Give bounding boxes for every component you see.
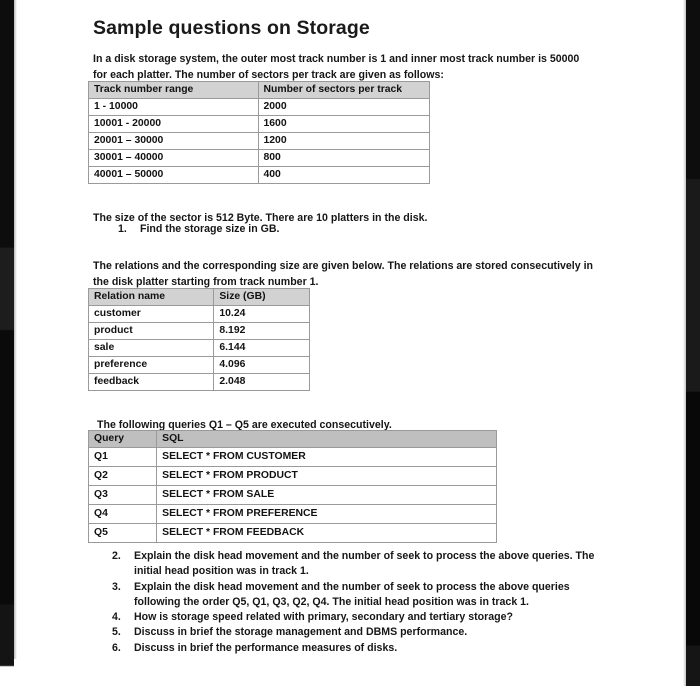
table-row	[89, 448, 497, 467]
cell-sql: SELECT * FROM PRODUCT	[157, 467, 497, 486]
list-item-number: 2.	[112, 550, 121, 562]
table-row	[89, 116, 430, 133]
cell-size: 4.096	[214, 357, 310, 374]
queries-paragraph: The following queries Q1 – Q5 are executed consecutively.	[97, 418, 392, 431]
table-row	[89, 505, 497, 524]
question-item-1	[118, 223, 280, 235]
list-item-number: 6.	[112, 641, 121, 654]
table-row	[89, 133, 430, 150]
column-header-size: Size (GB)	[214, 289, 310, 306]
column-header-sectors: Number of sectors per track	[258, 82, 430, 99]
table-row	[89, 357, 310, 374]
list-item-text: How is storage speed related with primary, secondary and tertiary storage?	[134, 611, 513, 624]
cell-size: 8.192	[214, 323, 310, 340]
cell-track-range: 20001 – 30000	[89, 133, 259, 150]
table-row	[89, 167, 430, 184]
task-question-list	[112, 549, 612, 656]
cell-track-range: 30001 – 40000	[89, 150, 259, 167]
cell-query-id: Q2	[89, 467, 157, 486]
table-header-row	[89, 289, 310, 306]
relations-paragraph: The relations and the corresponding size are given below. The relations are stored consecutively in the disk platter starting from track number 1.	[93, 259, 594, 288]
cell-size: 10.24	[214, 306, 310, 323]
column-header-relation-name: Relation name	[89, 289, 214, 306]
cell-sectors: 2000	[258, 99, 430, 116]
cell-sectors: 800	[258, 150, 430, 167]
table-row	[89, 524, 497, 543]
intro-paragraph: In a disk storage system, the outer most track number is 1 and inner most track number is 50000 for each platter. The number of sectors per track are given as follows:	[93, 52, 580, 81]
relation-size-table	[88, 288, 310, 391]
cell-sectors: 1200	[258, 133, 430, 150]
cell-sectors: 1600	[258, 116, 430, 133]
cell-relation-name: sale	[89, 340, 214, 357]
cell-size: 2.048	[214, 374, 310, 391]
cell-query-id: Q3	[89, 486, 157, 505]
cell-query-id: Q1	[89, 448, 157, 467]
column-header-sql: SQL	[157, 431, 497, 448]
cell-relation-name: product	[89, 323, 214, 340]
cell-track-range: 10001 - 20000	[89, 116, 259, 133]
page-edge-highlight-right	[683, 0, 686, 686]
table-header-row	[89, 431, 497, 448]
question-text: Find the storage size in GB.	[140, 223, 280, 235]
table-header-row	[89, 82, 430, 99]
cell-relation-name: customer	[89, 306, 214, 323]
list-item	[112, 549, 612, 580]
cell-sectors: 400	[258, 167, 430, 184]
list-item	[112, 625, 612, 640]
table-row	[89, 374, 310, 391]
cell-sql: SELECT * FROM FEEDBACK	[157, 524, 497, 543]
list-item-text: Explain the disk head movement and the number of seek to process the above queries following the order Q5, Q1, Q3, Q2, Q4. The initial head position was in track 1.	[134, 580, 570, 608]
cell-track-range: 40001 – 50000	[89, 167, 259, 184]
table-row	[89, 340, 310, 357]
table-row	[89, 486, 497, 505]
sector-size-paragraph: The size of the sector is 512 Byte. There are 10 platters in the disk.	[93, 211, 428, 224]
page-edge-highlight-left	[14, 0, 17, 659]
list-item-number: 5.	[112, 626, 121, 639]
question-number: 1.	[118, 223, 127, 235]
cell-size: 6.144	[214, 340, 310, 357]
cell-query-id: Q5	[89, 524, 157, 543]
query-sql-table	[88, 430, 497, 543]
cell-track-range: 1 - 10000	[89, 99, 259, 116]
cell-sql: SELECT * FROM PREFERENCE	[157, 505, 497, 524]
page-title: Sample questions on Storage	[93, 17, 370, 40]
cell-sql: SELECT * FROM CUSTOMER	[157, 448, 497, 467]
table-row	[89, 323, 310, 340]
list-item-text: Discuss in brief the storage management and DBMS performance.	[134, 626, 468, 639]
cell-query-id: Q4	[89, 505, 157, 524]
table-row	[89, 467, 497, 486]
list-item-number: 4.	[112, 611, 121, 624]
list-item	[112, 610, 612, 625]
track-sectors-table	[88, 81, 430, 184]
list-item-text: Explain the disk head movement and the number of seek to process the above queries. The initial head position was in track 1.	[134, 550, 595, 578]
table-row	[89, 150, 430, 167]
cell-sql: SELECT * FROM SALE	[157, 486, 497, 505]
list-item	[112, 580, 612, 611]
table-row	[89, 306, 310, 323]
column-header-query: Query	[89, 431, 157, 448]
list-item-text: Discuss in brief the performance measures of disks.	[134, 641, 398, 654]
list-item	[112, 641, 612, 656]
table-row	[89, 99, 430, 116]
cell-relation-name: preference	[89, 357, 214, 374]
cell-relation-name: feedback	[89, 374, 214, 391]
column-header-track-range: Track number range	[89, 82, 259, 99]
list-item-number: 3.	[112, 580, 121, 593]
